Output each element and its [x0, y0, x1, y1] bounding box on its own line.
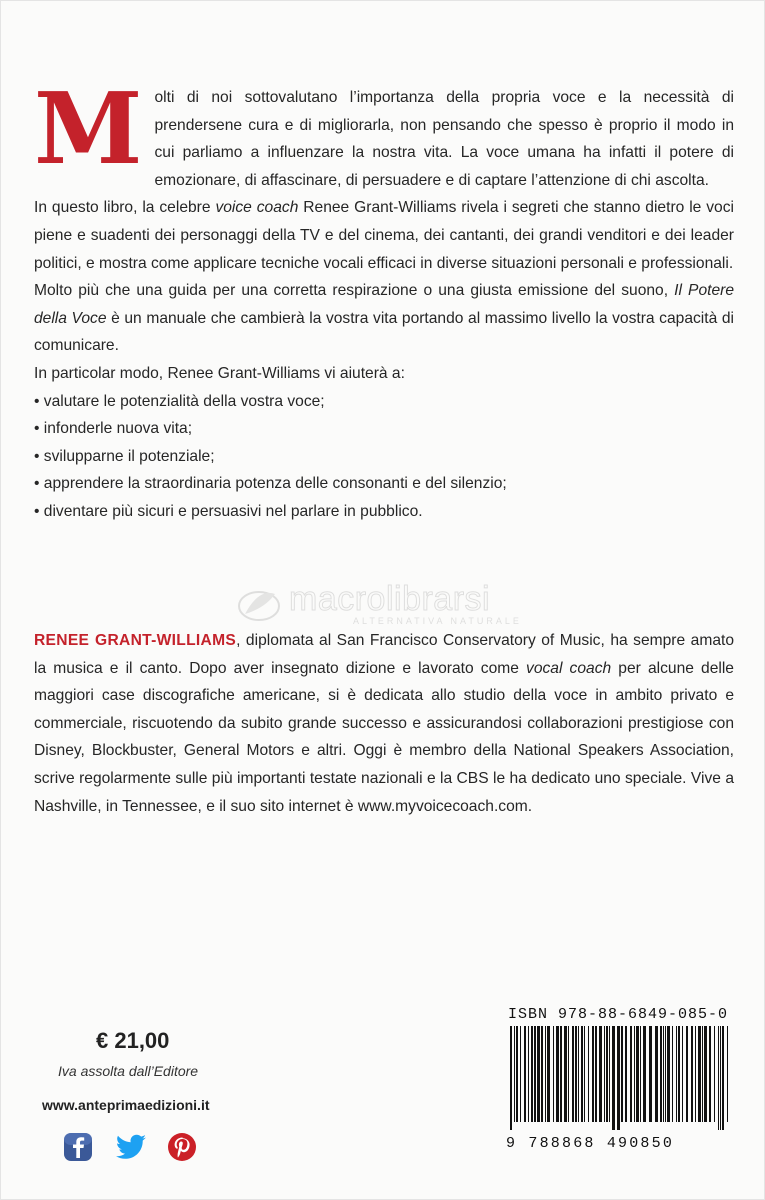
barcode-bar — [630, 1026, 632, 1122]
barcode-bar — [592, 1026, 594, 1122]
barcode-bar — [584, 1026, 585, 1122]
barcode-bar — [595, 1026, 597, 1122]
barcode-bar — [520, 1026, 521, 1122]
barcode-bar — [676, 1026, 677, 1122]
barcode-bar — [575, 1026, 577, 1122]
barcode-bar — [698, 1026, 701, 1122]
barcode-bar — [531, 1026, 533, 1122]
barcode-bar — [599, 1026, 602, 1122]
barcode-bar — [609, 1026, 610, 1122]
barcode-bar — [691, 1026, 693, 1122]
bullet-list — [34, 388, 734, 526]
barcode-bar — [556, 1026, 559, 1122]
barcode-bar — [568, 1026, 569, 1122]
vat-note: Iva assolta dall’Editore — [58, 1063, 199, 1079]
list-item: • diventare più sicuri e persuasivi nel parlare in pubblico. — [34, 498, 734, 526]
drop-cap: M — [34, 72, 143, 187]
barcode-bar — [524, 1026, 526, 1122]
barcode-bar — [722, 1026, 724, 1130]
barcode-bar — [541, 1026, 543, 1122]
barcode-bar — [560, 1026, 562, 1122]
list-item: • svilupparne il potenziale; — [34, 443, 734, 471]
book-blurb — [34, 72, 734, 526]
barcode-bar — [572, 1026, 574, 1122]
barcode-bar — [547, 1026, 550, 1122]
watermark-subtext: ALTERNATIVA NATURALE — [353, 616, 522, 626]
author-paragraph: RENEE GRANT-WILLIAMS, diplomata al San Francisco Conservatory of Music, ha sempre amato la musica e il canto. Dopo aver insegnato dizione e lavorato come vocal coach per alcune delle maggiori case discografiche americane, si è dedicata allo studio della voce in ambito privato e commerciale, riscuotendo da subito grande successo e assicurandosi collaborazioni prestigiose con Disney, Blockbuster, General Motors e altri. Oggi è membro della National Speakers Association, scrive regolarmente sulle più importanti testate nazionali e la CBS le ha dedicato uno speciale. Vive a Nashville, in Tennessee, e il suo sito internet è www.myvoicecoach.com. — [34, 632, 734, 815]
barcode-bar — [625, 1026, 627, 1122]
barcode-bar — [727, 1026, 728, 1122]
barcode-bar — [649, 1026, 652, 1122]
barcode-bar — [704, 1026, 707, 1122]
barcode-bar — [665, 1026, 666, 1122]
leaf-logo-icon — [235, 584, 283, 624]
author-bio — [34, 627, 734, 820]
barcode-bar — [695, 1026, 696, 1122]
barcode-bar — [636, 1026, 639, 1122]
publisher-website[interactable]: www.anteprimaedizioni.it — [42, 1097, 210, 1113]
barcode-bar — [714, 1026, 715, 1122]
barcode-bar — [564, 1026, 567, 1122]
barcode-bar — [581, 1026, 583, 1122]
barcode-bar — [545, 1026, 546, 1122]
barcode-bar — [643, 1026, 646, 1122]
barcode-bar — [588, 1026, 589, 1122]
list-item: • apprendere la straordinaria potenza delle consonanti e del silenzio; — [34, 470, 734, 498]
barcode-bar — [510, 1026, 512, 1130]
barcode-bar — [686, 1026, 688, 1122]
twitter-icon[interactable] — [114, 1131, 148, 1163]
barcode-bar — [553, 1026, 554, 1122]
barcode-bar — [655, 1026, 658, 1122]
barcode-bar — [702, 1026, 703, 1122]
barcode-digits: 9 788868 490850 — [506, 1135, 675, 1152]
barcode-bar — [612, 1026, 615, 1130]
pinterest-icon[interactable] — [166, 1131, 198, 1163]
barcode-bar — [667, 1026, 670, 1122]
barcode-bar — [606, 1026, 608, 1122]
barcode — [508, 1026, 730, 1130]
isbn-label: ISBN 978-88-6849-085-0 — [508, 1006, 729, 1023]
barcode-bar — [660, 1026, 662, 1122]
barcode-bar — [634, 1026, 635, 1122]
barcode-bar — [663, 1026, 664, 1122]
barcode-bar — [682, 1026, 683, 1122]
blurb-paragraph-4: In particolar modo, Renee Grant-Williams vi aiuterà a: — [34, 364, 405, 382]
blurb-paragraph-2: In questo libro, la celebre voice coach Renee Grant-Williams rivela i segreti che stanno dietro le voci piene e suadenti dei personaggi della TV e del cinema, dei cantanti, dei grandi venditori e dei leader politici, e mostra come applicare tecniche vocali efficaci in diverse situazioni personali e professionali. — [34, 199, 734, 272]
barcode-bar — [516, 1026, 518, 1122]
watermark-text: macrolibrarsi — [289, 580, 491, 618]
blurb-paragraph-3: Molto più che una guida per una corretta respirazione o una giusta emissione del suono, Il Potere della Voce è un manuale che cambierà la vostra vita portando al massimo livello la vostra capacità di comunicare. — [34, 282, 734, 355]
barcode-bar — [604, 1026, 605, 1122]
barcode-bar — [718, 1026, 719, 1130]
barcode-bar — [514, 1026, 515, 1122]
barcode-bar — [534, 1026, 536, 1122]
facebook-icon[interactable] — [62, 1131, 94, 1163]
barcode-bar — [621, 1026, 623, 1122]
barcode-bar — [578, 1026, 579, 1122]
barcode-bar — [720, 1026, 721, 1130]
price: € 21,00 — [96, 1028, 170, 1053]
blurb-paragraph-1: Molti di noi sottovalutano l’importanza della propria voce e la necessità di prendersene cura e di migliorarla, non pensando che spesso è proprio il modo in cui parliamo a influenzare la nostra vita. La voce umana ha infatti il potere di emozionare, di affascinare, di persuadere e di captare l’attenzione di chi ascolta. — [34, 72, 734, 189]
barcode-bar — [617, 1026, 620, 1130]
barcode-bar — [528, 1026, 529, 1122]
barcode-bar — [678, 1026, 680, 1122]
barcode-bar — [672, 1026, 673, 1122]
barcode-bar — [709, 1026, 711, 1122]
author-name: RENEE GRANT-WILLIAMS — [34, 632, 237, 649]
barcode-bar — [537, 1026, 540, 1122]
barcode-bar — [640, 1026, 641, 1122]
watermark — [235, 580, 535, 630]
list-item: • valutare le potenzialità della vostra voce; — [34, 388, 734, 416]
list-item: • infonderle nuova vita; — [34, 415, 734, 443]
